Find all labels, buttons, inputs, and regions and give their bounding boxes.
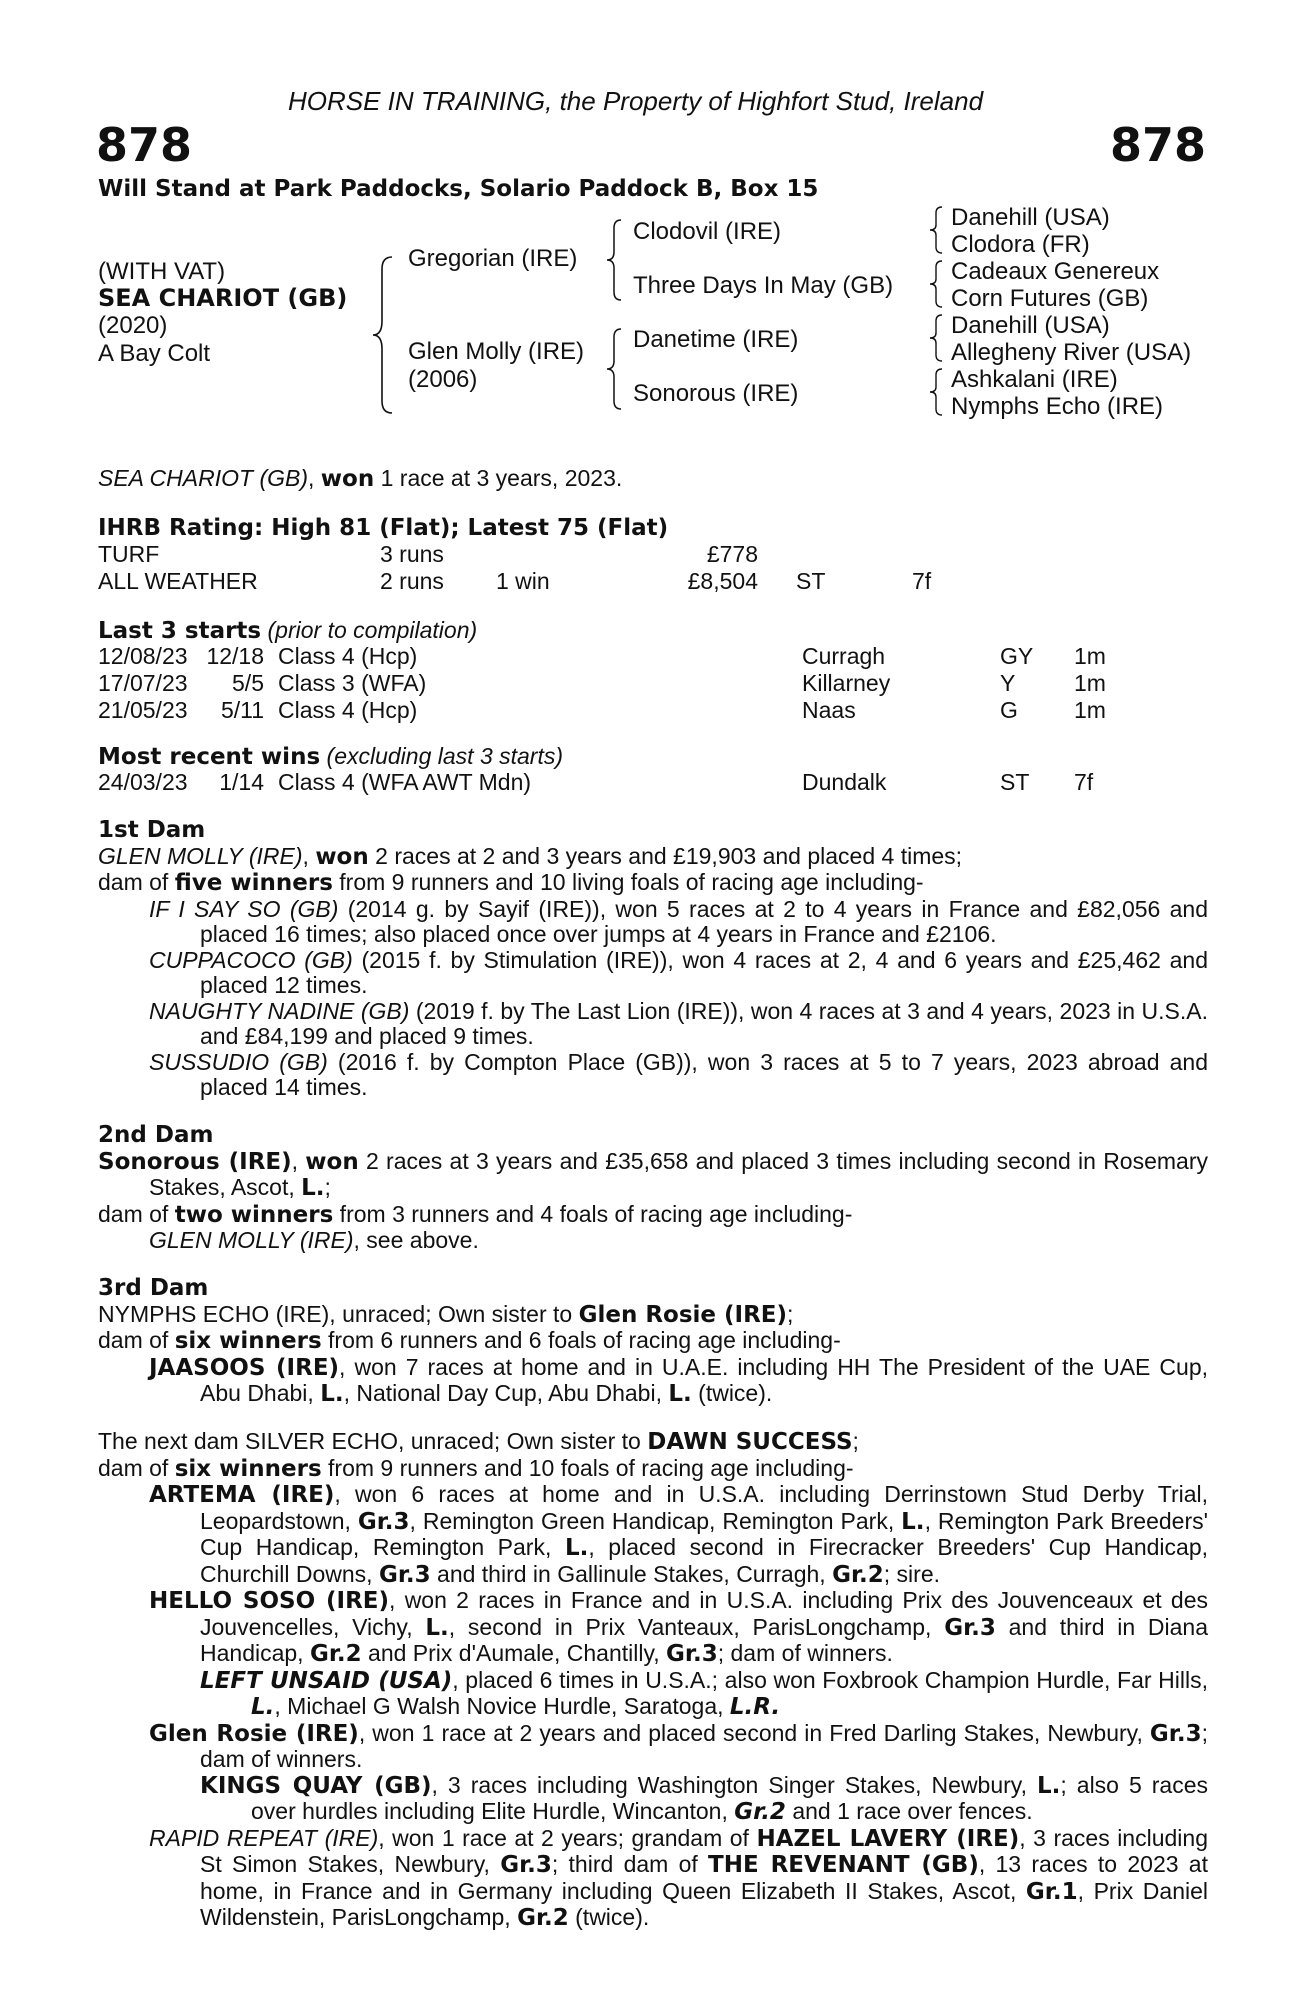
third-dam-winners: six winners <box>174 1328 322 1354</box>
pedigree-brace-g4 <box>926 367 946 417</box>
win-position: 1/14 <box>219 769 264 795</box>
summary-text: 1 race at 3 years, 2023. <box>374 465 623 491</box>
first-dam-record: 2 races at 2 and 3 years and £19,903 and placed 4 times; <box>368 842 963 869</box>
start-class: Class 4 (Hcp) <box>278 643 418 669</box>
produce-entry <box>98 1050 1208 1101</box>
third-dam-pre: NYMPHS ECHO (IRE), unraced; Own sister to <box>98 1300 579 1327</box>
produce-text: , won 1 race at 2 years and placed second in Fred Darling Stakes, Newbury, <box>358 1719 1150 1746</box>
pedigree-dam-year: (2006) <box>408 366 478 393</box>
first-dam-produce-line <box>98 870 1208 897</box>
rating-prize: £778 <box>706 541 758 567</box>
listed-mark: L. <box>1036 1772 1061 1799</box>
produce-entry <box>98 1588 1208 1668</box>
group-mark: Gr.2 <box>517 1905 569 1931</box>
produce-text: ; dam of winners. <box>717 1640 893 1666</box>
rating-surface: TURF <box>98 541 160 567</box>
rating-row <box>98 541 931 568</box>
produce-entry <box>98 999 1208 1050</box>
first-dam-line: GLEN MOLLY (IRE), won 2 races at 2 and 3 years and £19,903 and placed 4 times; <box>98 842 963 870</box>
win-distance: 7f <box>1074 769 1094 795</box>
next-dam-section <box>98 1429 1208 1932</box>
last-starts-note: (prior to compilation) <box>267 617 478 643</box>
second-dam-record: 2 races at 3 years and £35,658 and placed 3 times including second in Rosemary Stakes, Ascot, <box>149 1147 1208 1200</box>
start-position: 12/18 <box>206 643 264 669</box>
win-course: Dundalk <box>802 769 887 795</box>
first-dam-winners: five winners <box>174 870 333 896</box>
group-mark: Gr.3 <box>944 1614 996 1641</box>
win-class: Class 4 (WFA AWT Mdn) <box>278 769 532 795</box>
produce-name: RAPID REPEAT (IRE) <box>149 1824 379 1851</box>
punct: ; <box>852 1428 859 1454</box>
group-mark: Gr.2 <box>309 1641 362 1667</box>
produce-text: and third in Gallinule Stakes, Curragh, <box>430 1560 833 1587</box>
start-class: Class 4 (Hcp) <box>278 697 418 723</box>
start-row <box>98 643 1106 670</box>
pedigree-gg-5: Danehill (USA) <box>951 312 1110 339</box>
produce-text: , placed 6 times in U.S.A.; also won Foxbrook Champion Hurdle, Far Hills, <box>452 1666 1208 1693</box>
produce-name: HAZEL LAVERY (IRE) <box>756 1825 1020 1852</box>
group-mark: Gr.1 <box>1025 1878 1078 1905</box>
produce-text: , Prix Daniel Wildenstein, ParisLongchamp, <box>200 1877 1208 1930</box>
pedigree-brace-g2 <box>926 259 946 309</box>
produce-text: (twice). <box>691 1380 773 1406</box>
horse-name: SEA CHARIOT (GB) <box>98 284 348 312</box>
produce-name: JAASOOS (IRE) <box>149 1354 340 1381</box>
produce-name: HELLO SOSO (IRE) <box>149 1588 390 1614</box>
produce-text: , won 6 races at home and in U.S.A. including Derrinstown Stud Derby Trial, Leopardstown, <box>200 1481 1209 1534</box>
pedigree-brace-g1 <box>926 205 946 255</box>
start-date: 17/07/23 <box>98 670 188 696</box>
lot-number-right: 878 <box>1109 118 1206 172</box>
rating-going: ST <box>796 568 826 594</box>
rating-dist <box>912 541 931 568</box>
third-dam-line <box>98 1302 1208 1329</box>
rating-surface: ALL WEATHER <box>98 568 258 594</box>
produce-text: and third in Diana Handicap, <box>200 1613 1208 1666</box>
pedigree-gg-7: Ashkalani (IRE) <box>951 366 1118 393</box>
rating-wins: 1 win <box>496 568 550 594</box>
rating-dist: 7f <box>912 568 932 594</box>
catalogue-subtitle: HORSE IN TRAINING, the Property of Highfort Stud, Ireland <box>288 86 984 116</box>
start-date: 12/08/23 <box>98 643 188 669</box>
produce-entry <box>98 1721 1208 1773</box>
start-distance: 1m <box>1074 643 1106 669</box>
first-dam-section <box>98 818 1208 1101</box>
start-course: Killarney <box>802 670 891 696</box>
pedigree-brace-g3 <box>926 313 946 363</box>
pedigree-gg-2: Clodora (FR) <box>951 231 1090 258</box>
start-going: GY <box>1000 643 1034 669</box>
listed-mark: L.R. <box>729 1694 781 1720</box>
listed-mark: L. <box>901 1508 925 1535</box>
group-mark: Gr.3 <box>500 1852 552 1878</box>
start-distance: 1m <box>1074 670 1106 696</box>
punct: ; <box>787 1300 794 1327</box>
pedigree-dam-sire: Danetime (IRE) <box>633 326 799 353</box>
produce-entry <box>98 1773 1208 1826</box>
pedigree-sire-dam: Three Days In May (GB) <box>633 272 894 299</box>
produce-name: LEFT UNSAID (USA) <box>200 1667 453 1694</box>
next-dam-sister: DAWN SUCCESS <box>647 1429 853 1455</box>
rating-heading: IHRB Rating: High 81 (Flat); Latest 75 (Flat) <box>98 515 669 541</box>
listed-mark: L. <box>425 1614 449 1641</box>
next-dam-winners: six winners <box>174 1455 322 1482</box>
pedigree-dam-dam: Sonorous (IRE) <box>633 380 799 407</box>
produce-entry <box>98 897 1208 948</box>
second-dam-heading: 2nd Dam <box>98 1122 214 1148</box>
produce-text: , National Day Cup, Abu Dhabi, <box>343 1380 669 1406</box>
first-dam-heading: 1st Dam <box>98 817 206 843</box>
produce-text: (2014 g. by Sayif (IRE)), won 5 races at 2 to 4 years in France and £82,056 and placed 16 times; also placed once over jumps at 4 years in France and £2106. <box>200 895 1209 947</box>
produce-text: , 3 races including Washington Singer Stakes, Newbury, <box>431 1771 1037 1798</box>
second-dam-won: won <box>305 1148 359 1175</box>
listed-mark: L. <box>668 1381 692 1407</box>
next-dam-pre: The next dam SILVER ECHO, unraced; Own sister to <box>98 1428 648 1454</box>
produce-name: IF I SAY SO (GB) <box>149 895 339 922</box>
group-mark: Gr.3 <box>666 1641 718 1667</box>
produce-text: ; third dam of <box>551 1851 709 1877</box>
start-row <box>98 697 1106 724</box>
group-mark: Gr.3 <box>378 1561 431 1588</box>
produce-entry <box>98 1355 1208 1408</box>
produce-name: CUPPACOCO (GB) <box>149 946 353 973</box>
next-dam-produce-line <box>98 1456 1208 1483</box>
summary-won: won <box>320 466 375 492</box>
rating-wins <box>496 541 666 568</box>
recent-wins-heading <box>98 743 563 770</box>
produce-text: (twice). <box>568 1904 650 1930</box>
pedigree-brace-main <box>370 255 400 415</box>
produce-text: ; sire. <box>883 1560 940 1587</box>
group-mark: Gr.2 <box>832 1561 884 1588</box>
third-dam-sister: Glen Rosie (IRE) <box>578 1301 788 1328</box>
second-dam-line: Sonorous (IRE), won 2 races at 3 years and £35,658 and placed 3 times including second in Rosemary Stakes, Ascot, L.; <box>98 1147 1208 1201</box>
produce-entry <box>98 1482 1208 1588</box>
win-going: ST <box>1000 769 1030 795</box>
first-dam-produce-rest: from 9 runners and 10 living foals of racing age including- <box>332 869 924 895</box>
rating-going <box>758 541 912 568</box>
second-dam-produce-rest: from 3 runners and 4 foals of racing age including- <box>333 1200 853 1227</box>
second-dam-produce-pre: dam of <box>98 1200 175 1227</box>
listed-mark: L. <box>251 1694 275 1720</box>
summary-horse-name: SEA CHARIOT (GB) <box>98 465 308 491</box>
third-dam-heading: 3rd Dam <box>98 1275 209 1301</box>
vat-note: (WITH VAT) <box>98 258 226 285</box>
start-course: Naas <box>802 697 856 723</box>
second-dam-winners: two winners <box>174 1201 334 1228</box>
second-dam-produce-line <box>98 1202 1208 1229</box>
produce-text: , 3 races including St Simon Stakes, Newbury, <box>200 1824 1208 1877</box>
pedigree-gg-3: Cadeaux Genereux <box>951 258 1160 285</box>
produce-name: Glen Rosie (IRE) <box>149 1720 359 1747</box>
pedigree-sire: Gregorian (IRE) <box>408 245 578 272</box>
produce-text: , won 7 races at home and in U.A.E. including HH The President of the UAE Cup, Abu Dhabi, <box>200 1353 1208 1406</box>
location-line: Will Stand at Park Paddocks, Solario Paddock B, Box 15 <box>98 176 819 202</box>
group-mark: Gr.3 <box>357 1508 410 1535</box>
listed-mark: L. <box>301 1175 325 1201</box>
produce-text: ; also 5 races over hurdles including Elite Hurdle, Wincanton, <box>251 1771 1209 1824</box>
start-going: G <box>1000 697 1018 723</box>
produce-text: (2016 f. by Compton Place (GB)), won 3 races at 5 to 7 years, 2023 abroad and placed 14 times. <box>200 1048 1208 1100</box>
listed-mark: L. <box>564 1535 589 1561</box>
produce-text: and 1 race over fences. <box>785 1798 1033 1824</box>
third-dam-section <box>98 1276 1208 1408</box>
punct: ; <box>324 1174 331 1200</box>
produce-text: , Remington Park Breeders' Cup Handicap, Remington Park, <box>200 1507 1208 1560</box>
rating-table <box>98 541 931 595</box>
horse-description: A Bay Colt <box>98 340 211 367</box>
pedigree-gg-6: Allegheny River (USA) <box>951 339 1192 366</box>
produce-text: ; dam of winners. <box>200 1719 1208 1772</box>
produce-name: GLEN MOLLY (IRE) <box>149 1227 354 1253</box>
group-mark: Gr.2 <box>734 1799 786 1825</box>
last-starts-title: Last 3 starts <box>98 618 262 644</box>
win-date: 24/03/23 <box>98 769 188 795</box>
third-dam-produce-pre: dam of <box>98 1327 175 1353</box>
pedigree-gg-8: Nymphs Echo (IRE) <box>951 393 1164 420</box>
start-course: Curragh <box>802 643 886 669</box>
produce-name: SUSSUDIO (GB) <box>149 1048 328 1075</box>
produce-text: , won 1 race at 2 years; grandam of <box>378 1824 757 1851</box>
produce-name: KINGS QUAY (GB) <box>200 1772 432 1799</box>
produce-entry <box>98 1668 1208 1721</box>
produce-text: , placed second in Firecracker Breeders' Cup Handicap, Churchill Downs, <box>200 1534 1209 1587</box>
next-dam-produce-pre: dam of <box>98 1454 175 1481</box>
last-starts-table <box>98 643 1106 724</box>
produce-text: , won 2 races in France and in U.S.A. including Prix des Jouvenceaux et des Jouvencelles, Vichy, <box>200 1587 1208 1640</box>
rating-runs: 3 runs <box>380 541 444 567</box>
pedigree-brace-sire <box>603 218 627 302</box>
produce-text: , Michael G Walsh Novice Hurdle, Saratoga, <box>274 1693 730 1719</box>
pedigree-gg-4: Corn Futures (GB) <box>951 285 1149 312</box>
produce-text: , Remington Green Handicap, Remington Park, <box>409 1507 902 1534</box>
first-dam-produce-pre: dam of <box>98 869 175 895</box>
third-dam-produce-rest: from 6 runners and 6 foals of racing age including- <box>321 1327 841 1353</box>
produce-text: (2015 f. by Stimulation (IRE)), won 4 races at 2, 4 and 6 years and £25,462 and placed 12 times. <box>200 946 1208 998</box>
start-date: 21/05/23 <box>98 697 188 723</box>
race-summary: SEA CHARIOT (GB), won 1 race at 3 years, 2023. <box>98 465 623 492</box>
produce-entry <box>98 1228 1208 1254</box>
produce-name: THE REVENANT (GB) <box>708 1852 979 1878</box>
win-row <box>98 769 1093 796</box>
rating-row <box>98 568 931 595</box>
produce-text: and Prix d'Aumale, Chantilly, <box>361 1640 667 1666</box>
first-dam-won: won <box>315 843 369 870</box>
recent-wins-title: Most recent wins <box>98 744 321 770</box>
pedigree-gg-1: Danehill (USA) <box>951 204 1110 231</box>
produce-name: NAUGHTY NADINE (GB) <box>149 997 410 1024</box>
group-mark: Gr.3 <box>1149 1720 1202 1747</box>
next-dam-produce-rest: from 9 runners and 10 foals of racing age including- <box>321 1454 854 1481</box>
start-position: 5/5 <box>232 670 264 696</box>
start-distance: 1m <box>1074 697 1106 723</box>
start-position: 5/11 <box>220 697 264 723</box>
rating-runs: 2 runs <box>380 568 444 594</box>
next-dam-line <box>98 1429 1208 1456</box>
last-starts-heading <box>98 617 477 644</box>
pedigree-dam: Glen Molly (IRE) <box>408 338 585 365</box>
produce-entry <box>98 1826 1208 1932</box>
rating-prize: £8,504 <box>687 568 758 594</box>
produce-entry <box>98 948 1208 999</box>
start-class: Class 3 (WFA) <box>278 670 427 696</box>
third-dam-produce-line <box>98 1328 1208 1355</box>
first-dam-name: GLEN MOLLY (IRE) <box>98 842 303 869</box>
pedigree-brace-dam <box>603 327 627 411</box>
produce-text: (2019 f. by The Last Lion (IRE)), won 4 races at 3 and 4 years, 2023 in U.S.A. and £84,199 and placed 9 times. <box>200 997 1208 1049</box>
second-dam-section <box>98 1123 1208 1254</box>
produce-name: ARTEMA (IRE) <box>149 1482 335 1508</box>
lot-number-left: 878 <box>96 118 193 172</box>
start-row <box>98 670 1106 697</box>
recent-wins-note: (excluding last 3 starts) <box>326 743 564 769</box>
produce-text: , second in Prix Vanteaux, ParisLongchamp, <box>448 1613 945 1640</box>
recent-wins-table <box>98 769 1093 796</box>
second-dam-name: Sonorous (IRE) <box>98 1148 292 1175</box>
pedigree-sire-sire: Clodovil (IRE) <box>633 218 782 245</box>
produce-text: , see above. <box>353 1227 479 1253</box>
start-going: Y <box>1000 670 1016 696</box>
listed-mark: L. <box>320 1381 344 1407</box>
produce-text: , 13 races to 2023 at home, in France and in Germany including Queen Elizabeth II Stakes, Ascot, <box>200 1851 1208 1904</box>
horse-year: (2020) <box>98 312 168 339</box>
